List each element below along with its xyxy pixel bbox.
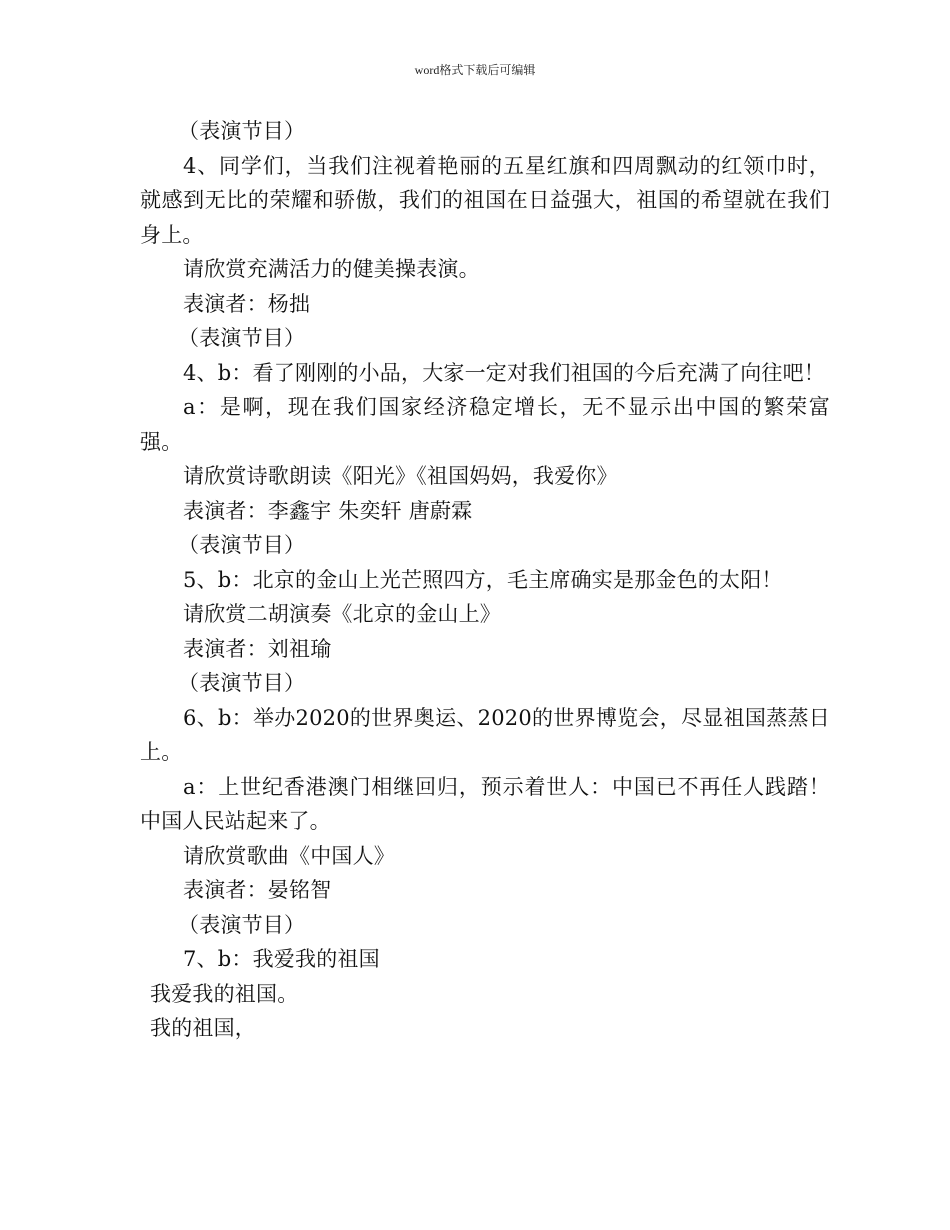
document-body bbox=[140, 114, 830, 1046]
paragraph-5: （表演节目） bbox=[178, 326, 306, 350]
paragraph-14: （表演节目） bbox=[178, 671, 306, 695]
paragraph-22: 我的祖国， bbox=[150, 1016, 256, 1040]
paragraph-2: 4、同学们，当我们注视着艳丽的五星红旗和四周飘动的红领巾时，就感到无比的荣耀和骄傲，我们的祖国在日益强大，祖国的希望就在我们身上。 bbox=[140, 153, 830, 247]
paragraph-13: 表演者：刘祖瑜 bbox=[183, 636, 332, 661]
paragraph-15: 6、b：举办2020的世界奥运、2020的世界博览会，尽显祖国蒸蒸日上。 bbox=[140, 705, 830, 764]
paragraph-20: 7、b：我爱我的祖国 bbox=[183, 947, 380, 971]
paragraph-1: （表演节目） bbox=[178, 119, 306, 143]
paragraph-19: （表演节目） bbox=[178, 912, 306, 937]
paragraph-12: 请欣赏二胡演奏《北京的金山上》 bbox=[183, 602, 501, 626]
paragraph-8: 请欣赏诗歌朗读《阳光》《祖国妈妈，我爱你》 bbox=[183, 464, 618, 488]
paragraph-3: 请欣赏充满活力的健美操表演。 bbox=[183, 257, 480, 281]
paragraph-17: 请欣赏歌曲《中国人》 bbox=[183, 843, 395, 868]
paragraph-21: 我爱我的祖国。 bbox=[150, 981, 299, 1006]
paragraph-10: （表演节目） bbox=[178, 533, 306, 557]
paragraph-6: 4、b：看了刚刚的小品，大家一定对我们祖国的今后充满了向往吧！ bbox=[183, 360, 826, 385]
paragraph-16: a：上世纪香港澳门相继回归，预示着世人：中国已不再任人践踏！中国人民站起来了。 bbox=[140, 774, 830, 833]
paragraph-18: 表演者：晏铭智 bbox=[183, 878, 332, 902]
paragraph-11: 5、b：北京的金山上光芒照四方，毛主席确实是那金色的太阳！ bbox=[183, 567, 783, 592]
page-header: word格式下载后可编辑 bbox=[414, 63, 536, 77]
paragraph-9: 表演者：李鑫宇 朱奕轩 唐蔚霖 bbox=[183, 498, 473, 523]
paragraph-4: 表演者：杨拙 bbox=[183, 291, 311, 316]
paragraph-7: a：是啊，现在我们国家经济稳定增长，无不显示出中国的繁荣富强。 bbox=[140, 395, 830, 454]
